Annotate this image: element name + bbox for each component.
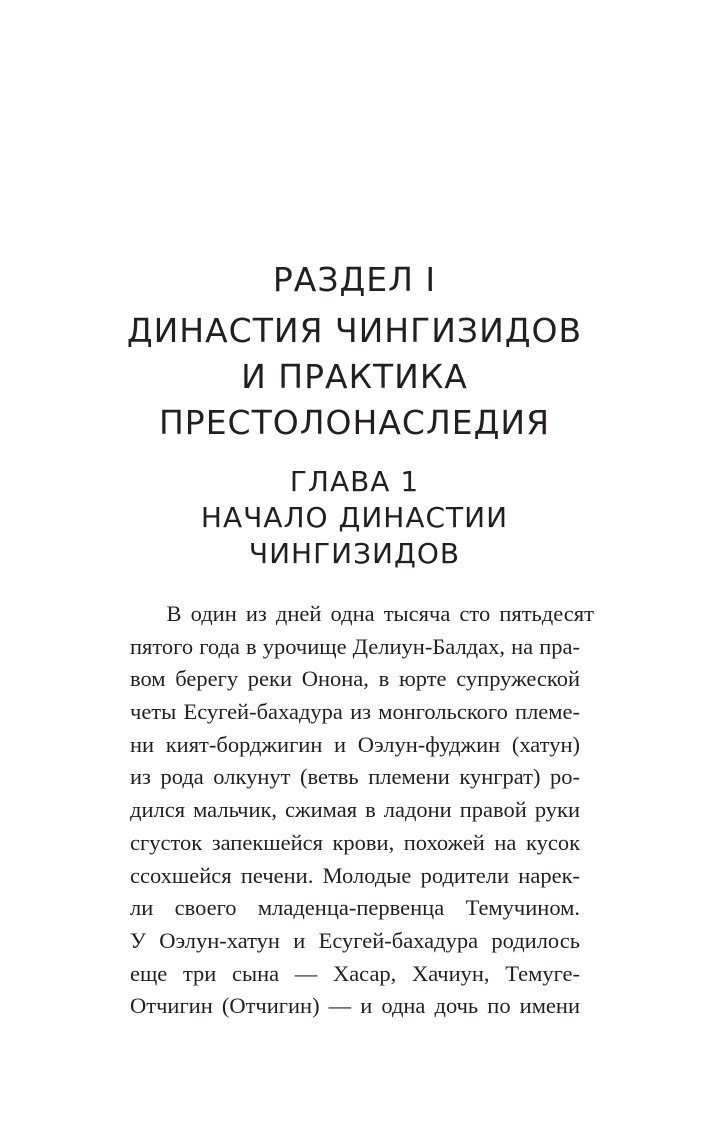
section-title-line: ДИНАСТИЯ ЧИНГИЗИДОВ (126, 311, 583, 350)
section-title-line: ПРЕСТОЛОНАСЛЕДИЯ (158, 403, 551, 442)
body-line: дился мальчик, сжимая в ладони правой руки (130, 797, 580, 823)
body-line: ссохшейся печени. Молодые родители нарек- (130, 862, 580, 888)
body-line: У Оэлун-хатун и Есугей-бахадура родилось (130, 927, 580, 953)
chapter-title-line: ЧИНГИЗИДОВ (248, 537, 461, 570)
chapter-label: ГЛАВА 1 (289, 465, 420, 498)
body-line: еще три сына — Хасар, Хачиун, Темуге- (130, 960, 580, 986)
body-line: вом берегу реки Онона, в юрте супружеской (130, 666, 580, 692)
body-line: четы Есугей-бахадура из монгольского племе- (130, 699, 580, 725)
body-line: Отчигин (Отчигин) — и одна дочь по имени (130, 993, 580, 1019)
body-line: ни кият-борджигин и Оэлун-фуджин (хатун) (130, 731, 580, 757)
section-label: РАЗДЕЛ I (272, 260, 437, 299)
body-line: В один из дней одна тысяча сто пятьдесят (130, 601, 594, 626)
body-line: сгусток запекшейся крови, похожей на кусок (130, 829, 580, 855)
body-line: из рода олкунут (ветвь племени кунграт) ро- (130, 764, 580, 790)
body-line: ли своего младенца-первенца Темучином. (130, 895, 580, 921)
body-paragraph (130, 598, 594, 1023)
section-title (0, 308, 709, 446)
body-line: пятого года в урочище Делиун-Балдах, на пра- (130, 633, 580, 659)
chapter-title-line: НАЧАЛО ДИНАСТИИ (200, 501, 509, 534)
section-title-line: И ПРАКТИКА (241, 357, 468, 396)
chapter-title (0, 500, 709, 572)
